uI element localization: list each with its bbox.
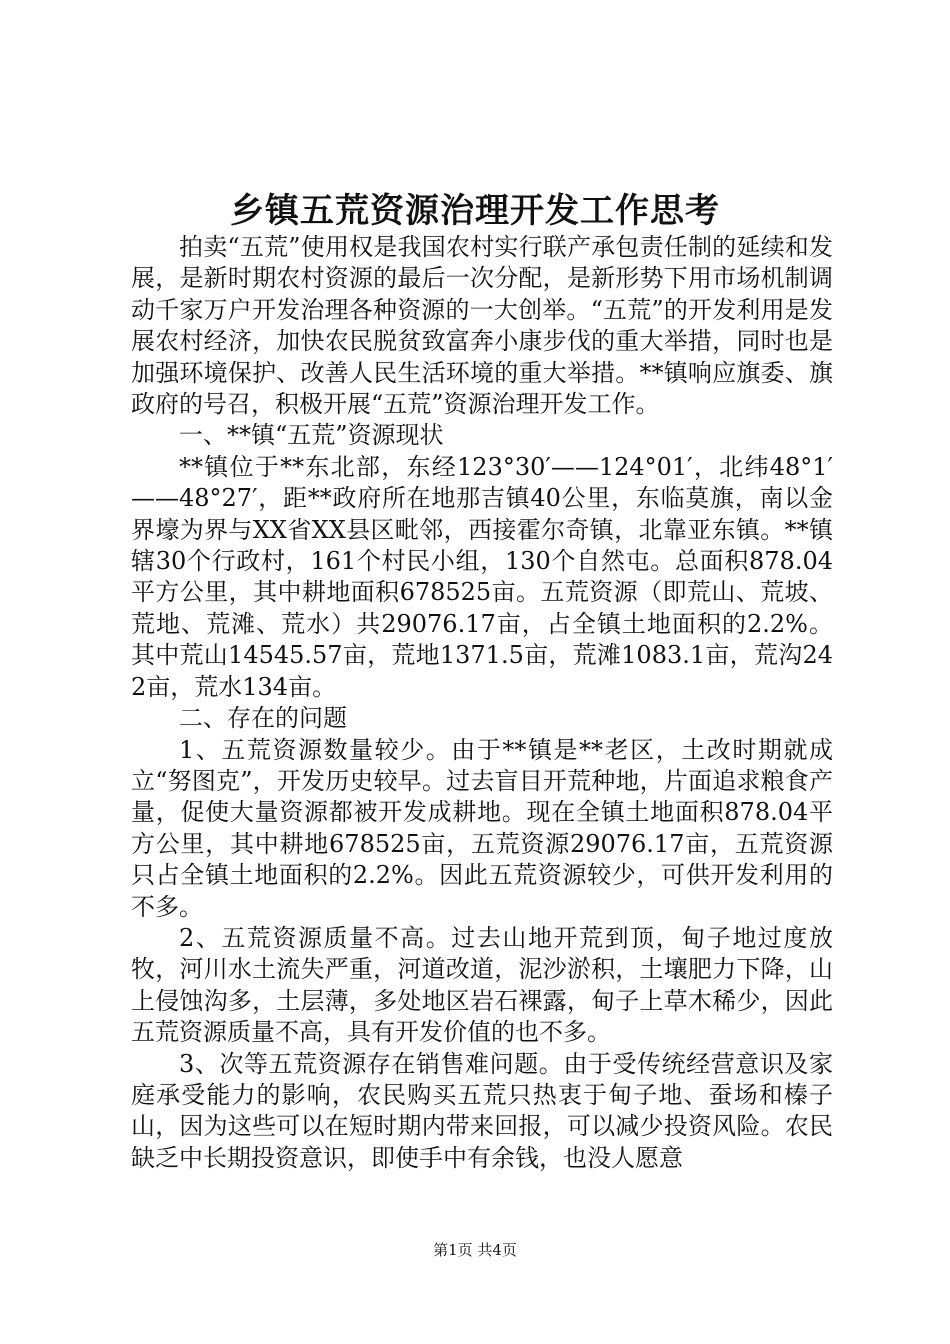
paragraph-problem-2: 2、五荒资源质量不高。过去山地开荒到顶，甸子地过度放牧，河川水土流失严重，河道改道，泥沙淤积，土壤肥力下降，山上侵蚀沟多，土层薄，多处地区岩石裸露，甸子上草木稀少，因此五荒资源质量不高，具有开发价值的也不多。 <box>131 923 833 1047</box>
document-body <box>131 232 833 1174</box>
paragraph-problem-3: 3、次等五荒资源存在销售难问题。由于受传统经营意识及家庭承受能力的影响，农民购买五荒只热衷于甸子地、蚕场和榛子山，因为这些可以在短时期内带来回报，可以减少投资风险。农民缺乏中长期投资意识，即使手中有余钱，也没人愿意 <box>131 1049 833 1172</box>
section-heading-current-status: 一、**镇“五荒”资源现状 <box>179 421 444 450</box>
section-heading-problems: 二、存在的问题 <box>179 704 347 733</box>
document-title: 乡镇五荒资源治理开发工作思考 <box>230 191 720 231</box>
paragraph-intro: 拍卖“五荒”使用权是我国农村实行联产承包责任制的延续和发展，是新时期农村资源的最后一次分配，是新形势下用市场机制调动千家万户开发治理各种资源的一大创举。“五荒”的开发利用是发展农村经济，加快农民脱贫致富奔小康步伐的重大举措，同时也是加强环境保护、改善人民生活环境的重大举措。**镇响应旗委、旗政府的号召，积极开展“五荒”资源治理开发工作。 <box>131 233 833 419</box>
page-number-footer: 第1页 共4页 <box>433 1241 517 1259</box>
paragraph-current-status: **镇位于**东北部，东经123°30′——124°01′，北纬48°1′——48°27′，距**政府所在地那吉镇40公里，东临莫旗，南以金界壕为界与XX省XX县区毗邻，西接霍尔奇镇，北靠亚东镇。**镇辖30个行政村，161个村民小组，130个自然屯。总面积878.04平方公里，其中耕地面积678525亩。五荒资源（即荒山、荒坡、荒地、荒滩、荒水）共29076.17亩，占全镇土地面积的2.2%。其中荒山14545.57亩，荒地1371.5亩，荒滩1083.1亩，荒沟242亩，荒水134亩。 <box>131 452 833 701</box>
paragraph-problem-1: 1、五荒资源数量较少。由于**镇是**老区，土改时期就成立“努图克”，开发历史较早。过去盲目开荒种地，片面追求粮食产量，促使大量资源都被开发成耕地。现在全镇土地面积878.04平方公里，其中耕地678525亩，五荒资源29076.17亩，五荒资源只占全镇土地面积的2.2%。因此五荒资源较少，可供开发利用的不多。 <box>131 735 833 921</box>
